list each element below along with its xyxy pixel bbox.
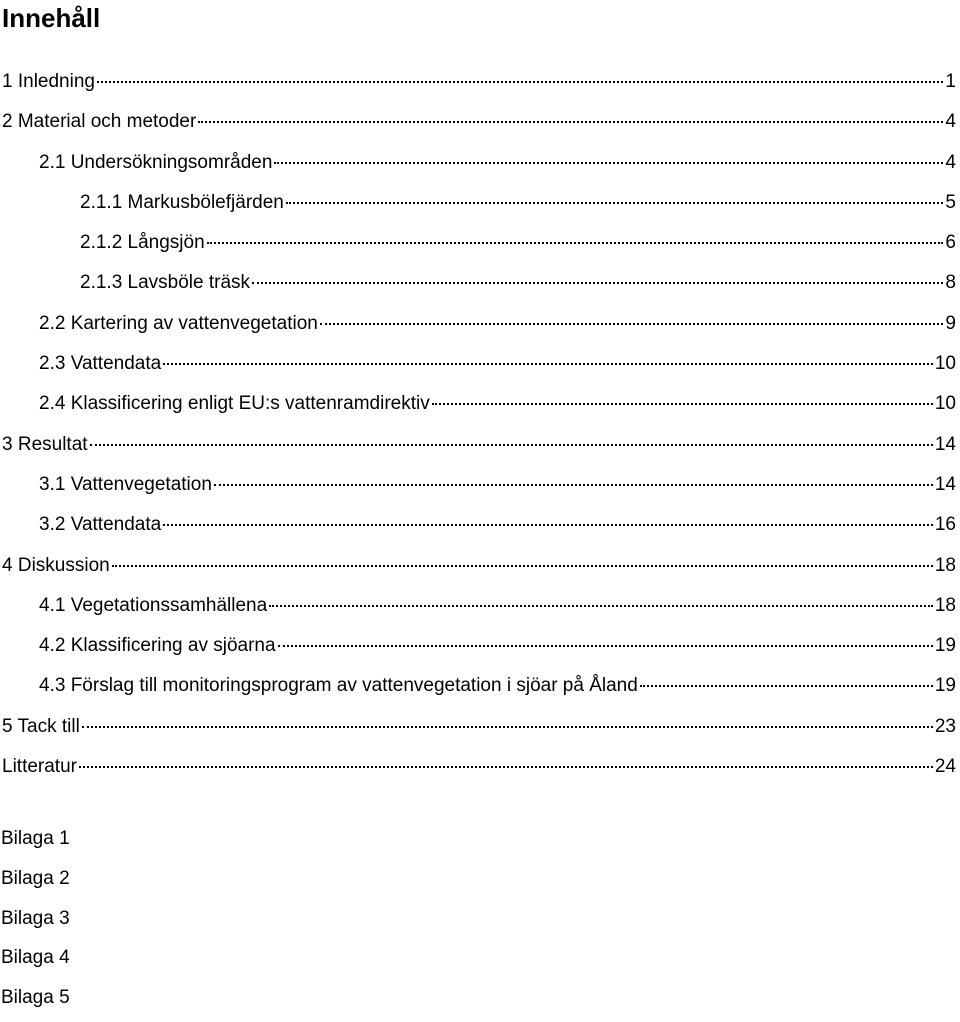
toc-entry-label: 2.4 Klassificering enligt EU:s vattenramdirektiv <box>39 393 430 415</box>
toc-entry-page-number: 8 <box>945 272 956 294</box>
toc-entry-label: 1 Inledning <box>2 71 95 92</box>
toc-entry-label: 2.3 Vattendata <box>39 353 162 375</box>
appendix-item: Bilaga 3 <box>1 907 70 929</box>
toc-entry[interactable] <box>0 267 960 307</box>
toc-entry[interactable] <box>0 751 960 791</box>
appendix-item: Bilaga 5 <box>1 987 70 1009</box>
toc-entry[interactable] <box>0 550 960 590</box>
toc-entry-page-number: 6 <box>945 232 956 254</box>
toc-entry-page-number: 10 <box>934 393 956 415</box>
toc-entry[interactable] <box>0 469 960 509</box>
toc-dot-leader <box>112 564 933 567</box>
toc-entry-label: 3.1 Vattenvegetation <box>39 473 212 495</box>
toc-dot-leader <box>320 322 944 325</box>
toc-entry-page-number: 14 <box>934 473 956 495</box>
toc-entry-page-number: 14 <box>934 433 956 455</box>
toc-entry[interactable] <box>0 227 960 267</box>
toc-entry-label: 5 Tack till <box>2 715 80 737</box>
toc-dot-leader <box>79 765 933 768</box>
toc-dot-leader <box>97 80 943 83</box>
toc-entry-page-number: 16 <box>934 514 956 536</box>
toc-entry[interactable] <box>0 106 960 146</box>
toc-entry[interactable] <box>0 348 960 388</box>
toc-dot-leader <box>207 241 944 244</box>
toc-dot-leader <box>640 684 933 687</box>
toc-dot-leader <box>274 161 943 164</box>
toc-entry-page-number: 5 <box>945 191 956 213</box>
appendix-item: Bilaga 4 <box>1 947 70 969</box>
toc-entry-page-number: 23 <box>934 715 956 737</box>
toc-entry[interactable] <box>0 147 960 187</box>
toc-entry[interactable] <box>0 711 960 751</box>
toc-entry-label: 4 Diskussion <box>2 554 110 576</box>
toc-entry-label: 4.1 Vegetationssamhällena <box>39 594 268 616</box>
toc-entry-page-number: 24 <box>934 756 956 778</box>
toc-entry-label: 3.2 Vattendata <box>39 514 162 536</box>
toc-entry-page-number: 4 <box>945 111 956 133</box>
toc-entry-label: Litteratur <box>2 756 77 778</box>
toc-entry[interactable] <box>0 66 960 106</box>
toc-dot-leader <box>432 402 933 405</box>
toc-entry-page-number: 9 <box>945 312 956 334</box>
toc-entry-page-number: 4 <box>945 151 956 173</box>
toc-dot-leader <box>278 644 933 647</box>
toc-dot-leader <box>214 483 933 486</box>
toc-entry[interactable] <box>0 590 960 630</box>
toc-entry-label: 2.1 Undersökningsområden <box>39 151 273 173</box>
page-title: Innehåll <box>2 3 101 33</box>
toc-dot-leader <box>198 120 943 123</box>
toc-entry[interactable] <box>0 187 960 227</box>
toc-dot-leader <box>82 725 933 728</box>
toc-entry-label: 4.3 Förslag till monitoringsprogram av vattenvegetation i sjöar på Åland <box>39 675 638 697</box>
toc-dot-leader <box>269 604 933 607</box>
toc-dot-leader <box>163 362 933 365</box>
toc-entry-label: 2 Material och metoder <box>2 111 197 133</box>
toc-entry-label: 2.1.3 Lavsböle träsk <box>80 272 251 294</box>
toc-dot-leader <box>90 443 933 446</box>
toc-entry[interactable] <box>0 670 960 710</box>
table-of-contents <box>0 66 960 791</box>
toc-entry[interactable] <box>0 388 960 428</box>
toc-entry-label: 2.1.2 Långsjön <box>80 232 205 254</box>
toc-entry[interactable] <box>0 308 960 348</box>
toc-entry-label: 2.2 Kartering av vattenvegetation <box>39 312 318 334</box>
toc-entry-label: 2.1.1 Markusbölefjärden <box>80 191 284 213</box>
toc-entry-page-number: 1 <box>945 71 956 92</box>
toc-entry-page-number: 18 <box>934 594 956 616</box>
toc-dot-leader <box>286 201 944 204</box>
toc-dot-leader <box>252 281 943 284</box>
toc-entry-page-number: 10 <box>934 353 956 375</box>
toc-entry-page-number: 19 <box>934 635 956 657</box>
toc-entry-label: 4.2 Klassificering av sjöarna <box>39 635 276 657</box>
toc-entry[interactable] <box>0 630 960 670</box>
toc-entry-page-number: 18 <box>934 554 956 576</box>
appendix-item: Bilaga 2 <box>1 867 70 889</box>
appendix-item: Bilaga 1 <box>1 828 70 849</box>
appendix-list <box>0 823 70 1022</box>
toc-entry-page-number: 19 <box>934 675 956 697</box>
toc-entry[interactable] <box>0 509 960 549</box>
toc-entry-label: 3 Resultat <box>2 433 88 455</box>
toc-dot-leader <box>163 523 933 526</box>
toc-entry[interactable] <box>0 429 960 469</box>
